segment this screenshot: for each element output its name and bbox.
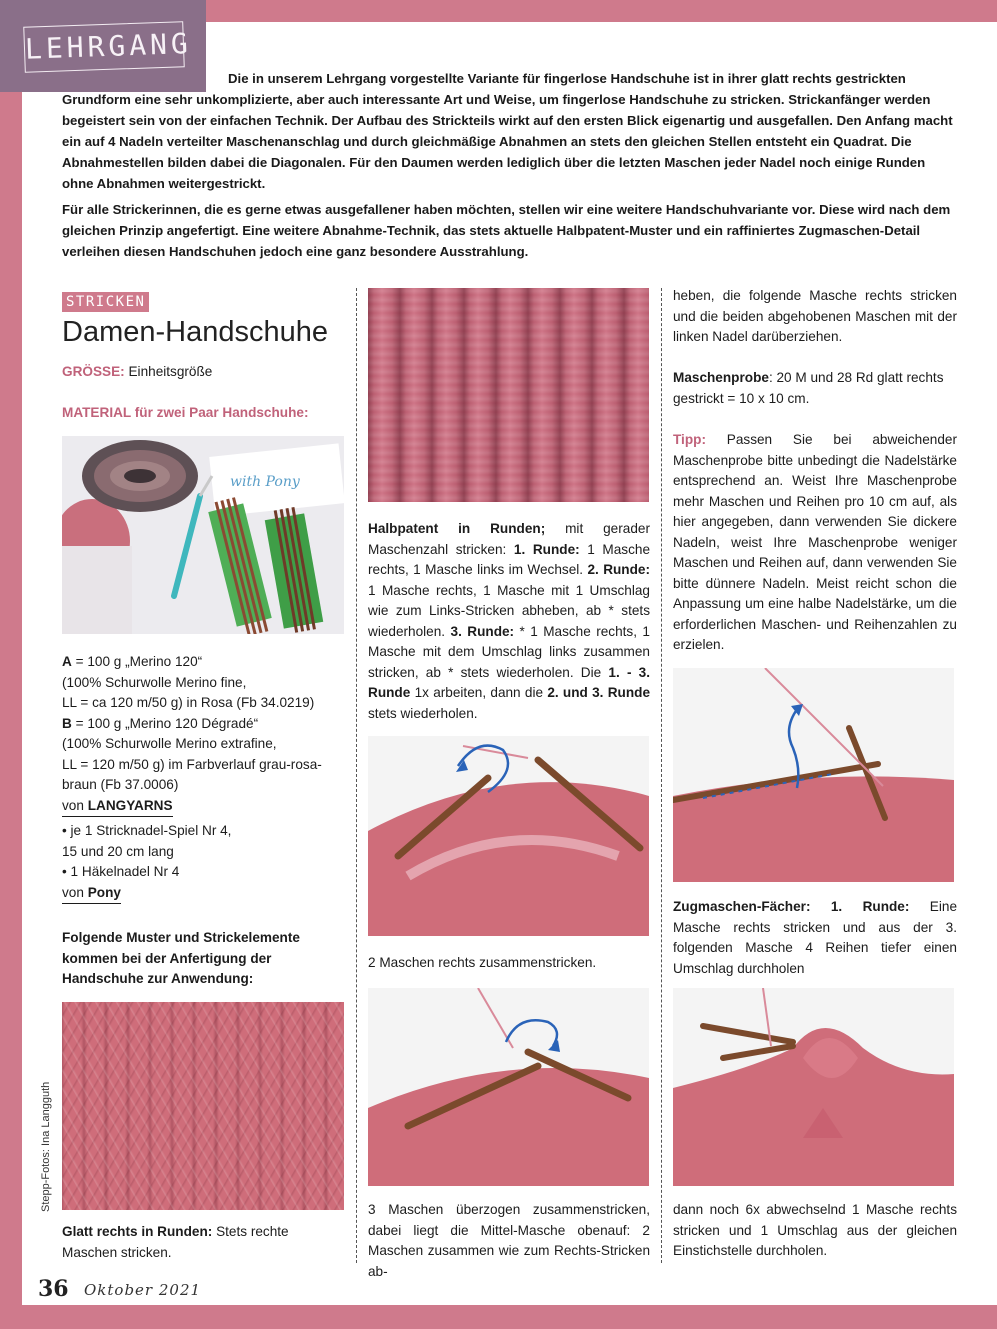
halbpatent-text xyxy=(368,519,650,724)
needle-line-3: • 1 Häkelnadel Nr 4 xyxy=(62,864,180,879)
halbpatent-label: Halbpatent in Runden; xyxy=(368,521,546,536)
photo-credit: Stepp-Fotos: Ina Langguth xyxy=(40,1081,52,1212)
maschenprobe-text: : 20 M und 28 Rd glatt rechts gestrickt = 10 x 10 cm. xyxy=(673,370,944,406)
glatt-rechts-desc: Stets rechte Maschen stricken. xyxy=(62,1224,289,1260)
page-number: 36 xyxy=(38,1276,69,1302)
material-photo-card-text: with Pony xyxy=(230,474,300,490)
col3-continued-text: heben, die folgende Masche rechts stricken und die beiden abgehobenen Maschen mit der linken Nadel darüberziehen. xyxy=(673,288,957,344)
decrease-2-photo xyxy=(368,736,649,936)
glatt-rechts-label: Glatt rechts in Runden: xyxy=(62,1224,213,1239)
tipp-text: Passen Sie bei abweichender Maschenprobe bitte unbedingt die Nadelstärke entsprechend an. Weist Ihre Maschenprobe mehr Maschen und Reihen pro 10 cm auf, als hier angegeben, dann verwenden Sie dickere Nadeln, weist Ihre Maschenprobe weniger Maschen und Reihen auf, dann verwenden Sie bitte dünnere Nadeln. Meist reicht schon die Anpassung um eine halbe Nadelstärke, um die erforderlichen Maschen- und Reihenzahlen zu erzielen. xyxy=(673,432,957,652)
zugmaschen-desc: Eine Masche rechts stricken und aus der 3. folgenden Masche 4 Reihen tiefer einen Umschlag durchholen xyxy=(673,899,958,976)
material-b-line2: (100% Schurwolle Merino extrafine, xyxy=(62,736,277,751)
supplier-brand-2: Pony xyxy=(87,884,121,900)
zugmaschen-text xyxy=(673,897,957,979)
halbpatent-rounds-1-3: 1. - 3. Runde xyxy=(368,664,651,700)
issue-date: Oktober 2021 xyxy=(84,1281,202,1299)
halbpatent-round-1: 1. Runde: xyxy=(513,541,580,557)
material-a-text: = 100 g „Merino 120“ xyxy=(75,654,203,669)
page-frame-bottom xyxy=(0,1305,997,1329)
material-b-label: B xyxy=(62,715,72,731)
material-a-line2: (100% Schurwolle Merino fine, xyxy=(62,674,247,690)
zugmaschen-photo-1 xyxy=(673,668,954,882)
halbpatent-round-2: 2. Runde: xyxy=(587,562,651,577)
supplier-line-1 xyxy=(62,796,173,818)
column-divider-1 xyxy=(356,288,357,1263)
halbpatent-text-1: mit gerader Maschenzahl stricken: xyxy=(368,521,650,557)
supplier-von-1: von xyxy=(62,797,84,813)
decrease-3-caption: 3 Maschen überzogen zusammenstricken, dabei liegt die Mittel-Masche obenauf: 2 Maschen zusammen wie zum Rechts-Stricken ab- xyxy=(368,1202,650,1279)
size-line xyxy=(62,362,347,383)
tipp-label: Tipp: xyxy=(673,432,706,447)
material-a-label: A xyxy=(62,654,72,669)
halbpatent-text-6: stets wiederholen. xyxy=(368,705,478,721)
halbpatent-photo xyxy=(368,288,649,502)
final-caption: dann noch 6x abwechselnd 1 Masche rechts stricken und 1 Umschlag aus der gleichen Einstichstelle durchholen. xyxy=(673,1202,957,1258)
halbpatent-text-4: * 1 Masche rechts, 1 Masche mit dem Umschlag links zusammen stricken, ab * stets wiederholen. Die xyxy=(368,623,650,680)
halbpatent-rounds-2-3: 2. und 3. Runde xyxy=(547,685,650,700)
tipp xyxy=(673,430,957,656)
material-heading: MATERIAL für zwei Paar Handschuhe: xyxy=(62,405,309,420)
needle-line-2: 15 und 20 cm lang xyxy=(62,843,174,859)
intro-paragraph-1: Die in unserem Lehrgang vorgestellte Variante für fingerlose Handschuhe ist in ihrer glatt rechts gestrickten Grundform eine sehr unkomplizierte, aber auch interessante Art und Weise, um fingerlose Handschuhe zu stricken. Strickanfänger werden begeistert sein von der einfachen Technik. Der Aufbau des Strickteils wirkt auf den ersten Blick eigenartig und ausgefallen. Den Anfang macht ein auf 4 Nadeln verteilter Maschenanschlag und durch gleichmäßige Abnahmen an stets den gleichen Stellen entsteht ein Quadrat. Die Abnahmestellen bilden dabei die Diagonalen. Für den Daumen werden lediglich über die letzten Maschen jeder Nadel noch einige Runden ohne Abnahmen weitergestrickt. xyxy=(62,71,953,191)
zugmaschen-label: Zugmaschen-Fächer: 1. Runde: xyxy=(673,899,910,914)
halbpatent-text-5: 1x arbeiten, dann die xyxy=(414,685,544,700)
decrease-2-caption: 2 Maschen rechts zusammenstricken. xyxy=(368,955,597,970)
halbpatent-text-3: 1 Masche rechts, 1 Masche mit 1 Umschlag wie zum Links-Stricken abheben, ab * stets wiederholen. xyxy=(368,582,650,639)
material-a-line3: LL = ca 120 m/50 g) in Rosa (Fb 34.0219) xyxy=(62,695,315,710)
intro-text xyxy=(62,68,957,262)
halbpatent-round-3: 3. Runde: xyxy=(450,623,515,639)
section-label: LEHRGANG xyxy=(23,21,185,73)
halbpatent-text-2: 1 Masche rechts, 1 Masche links im Wechsel. xyxy=(368,541,651,577)
zugmaschen-drawing-1 xyxy=(673,668,954,882)
supplier-brand-1: LANGYARNS xyxy=(87,797,173,813)
material-b-text: = 100 g „Merino 120 Dégradé“ xyxy=(75,715,259,731)
maschenprobe xyxy=(673,368,957,409)
decrease-3-drawing xyxy=(368,988,649,1186)
material-a xyxy=(62,652,347,673)
section-kicker: STRICKEN xyxy=(62,292,149,312)
material-b-line4: braun (Fb 37.0006) xyxy=(62,777,179,792)
material-photo-drawing xyxy=(62,436,344,634)
page-title: Damen-Handschuhe xyxy=(62,316,328,348)
glatt-rechts-text xyxy=(62,1222,347,1263)
size-value: Einheitsgröße xyxy=(128,364,213,379)
zugmaschen-drawing-2 xyxy=(673,988,954,1186)
material-photo xyxy=(62,436,344,634)
maschenprobe-label: Maschenprobe xyxy=(673,370,769,385)
intro-paragraph-2: Für alle Strickerinnen, die es gerne etwas ausgefallener haben möchten, stellen wir eine weitere Handschuhvariante vor. Diese wird nach dem gleichen Prinzip angefertigt. Eine weitere Abnahme-Technik, das stets aktuelle Halbpatent-Muster und ein raffiniertes Zugmaschen-Detail verleihen diesen Handschuhen jedoch eine ganz besondere Ausstrahlung. xyxy=(62,202,951,259)
size-label: GRÖSSE: xyxy=(62,364,125,379)
zugmaschen-photo-2 xyxy=(673,988,954,1186)
decrease-2-drawing xyxy=(368,736,649,936)
column-divider-2 xyxy=(661,288,662,1263)
needle-line-1: • je 1 Stricknadel-Spiel Nr 4, xyxy=(62,823,232,838)
page-frame-left xyxy=(0,0,22,1329)
stockinette-photo xyxy=(62,1002,344,1210)
supplier-von-2: von xyxy=(62,884,84,900)
patterns-intro: Folgende Muster und Strickelemente kommen bei der Anfertigung der Handschuhe zur Anwendung: xyxy=(62,930,300,986)
material-b xyxy=(62,714,347,735)
supplier-line-2 xyxy=(62,883,121,905)
material-b-line3: LL = 120 m/50 g) im Farbverlauf grau-rosa- xyxy=(62,756,322,772)
material-list xyxy=(62,652,347,904)
decrease-3-photo xyxy=(368,988,649,1186)
